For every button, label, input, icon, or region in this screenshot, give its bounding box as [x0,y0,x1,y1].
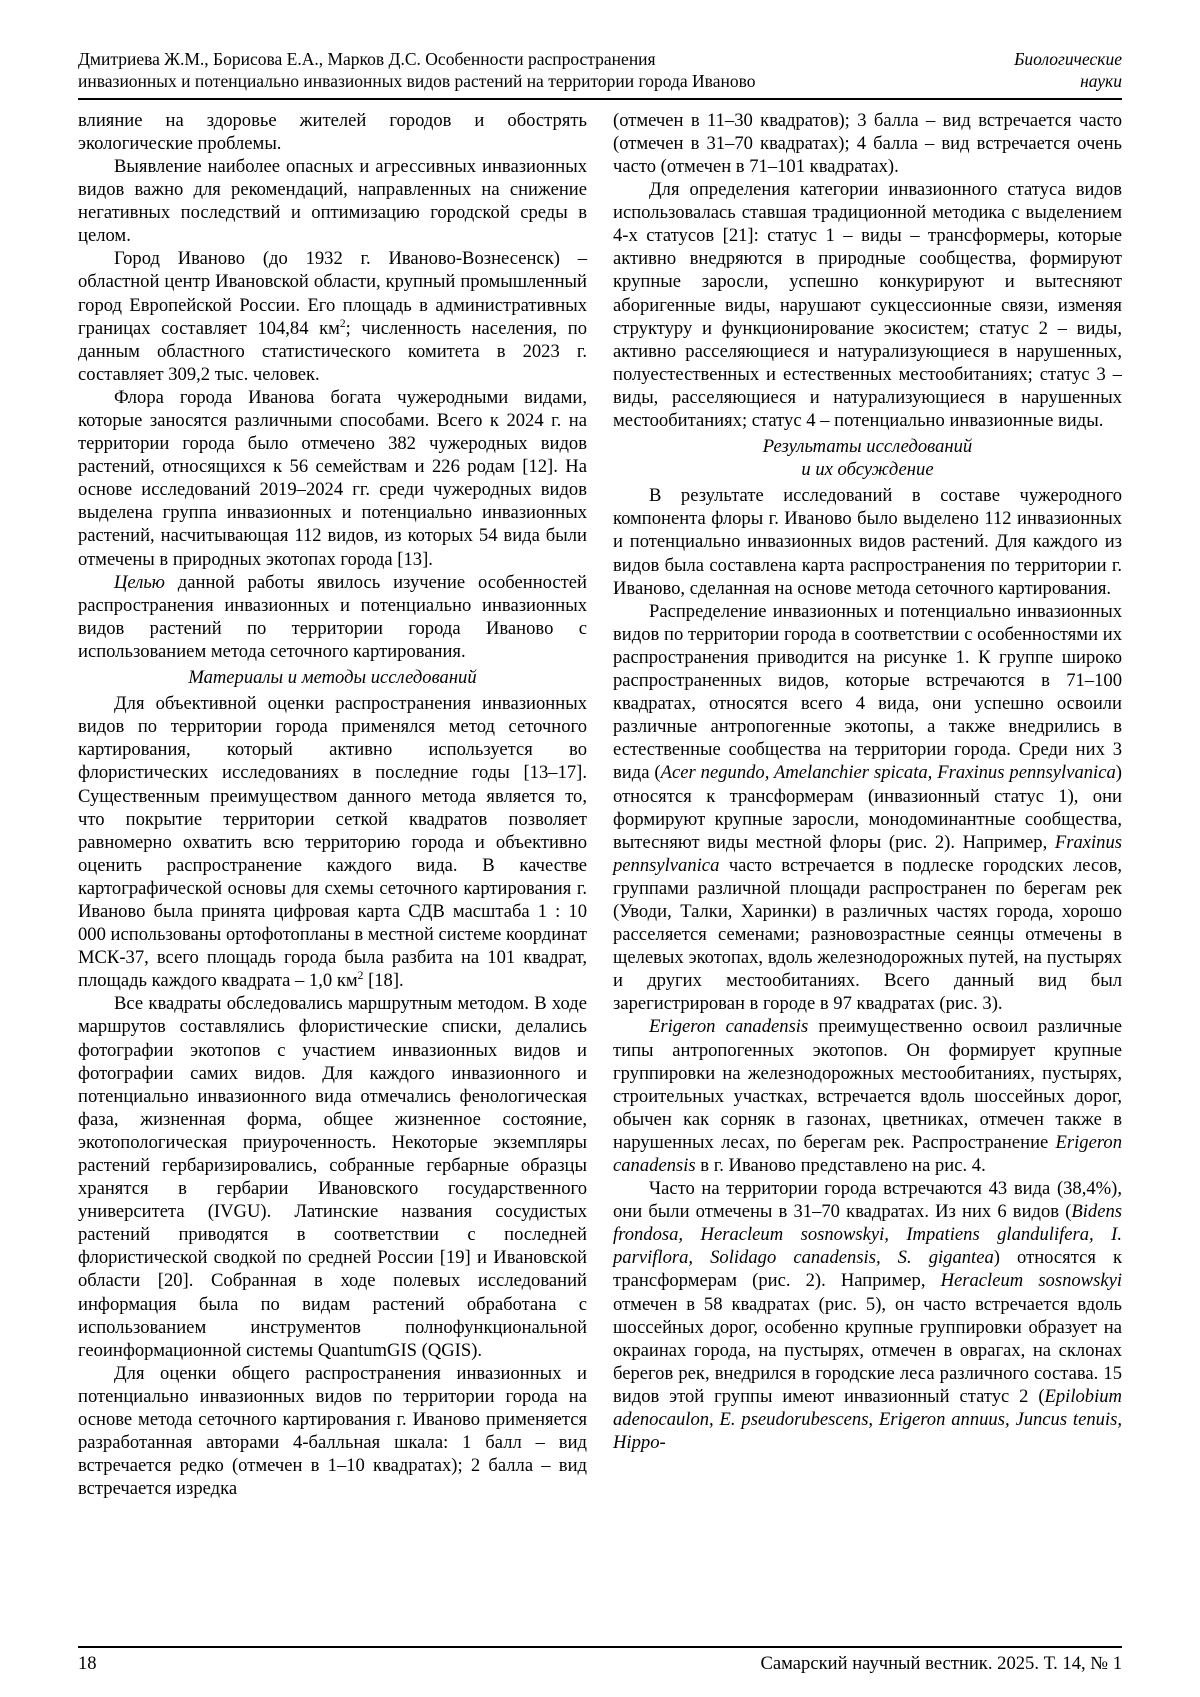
paragraph: (отмечен в 11–30 квадратов); 3 балла – вид встречается часто (отмечен в 31–70 квадратах); 4 балла – вид встречается очень часто (отмечен в 71–101 квадратах). [613,109,1122,177]
running-title-line1: Дмитриева Ж.М., Борисова Е.А., Марков Д.С. Особенности распространения [78,49,656,69]
left-column [78,109,587,1640]
paragraph: В результате исследований в составе чужеродного компонента флоры г. Иваново было выделено 112 инвазионных и потенциально инвазионных видов растений. Для каждого из видов была составлена карта распространения по территории г. Иваново, сделанная на основе метода сеточного картирования. [613,485,1122,599]
paragraph: Для оценки общего распространения инвазионных и потенциально инвазионных видов по территории города на основе метода сеточного картирования г. Иваново применяется разработанная авторами 4-балльная шкала: 1 балл – вид встречается редко (отмечен в 1–10 квадратах); 2 балла – вид встречается изредка [78,1362,587,1500]
two-column-layout [78,109,1122,1640]
page-footer [78,1646,1122,1675]
section-heading: Материалы и методы исследований [188,667,477,689]
paragraph: Распределение инвазионных и потенциально инвазионных видов по территории города в соответствии с особенностями их распространения приводится на рисунке 1. К группе широко распространенных видов, которые встречаются в 71–100 квадратах, относятся всего 4 вида, они успешно освоили различные антропогенные экотопы, а также внедрились в естественные сообщества на территории города. Среди них 3 вида (Acer negundo, Amelanchier spicata, Fraxinus pennsylvanica) относятся к трансформерам (инвазионный статус 1), они формируют крупные заросли, монодоминантные сообщества, вытесняют виды местной флоры (рис. 2). Например, Fraxinus pennsylvanica часто встречается в подлеске городских лесов, группами различной площади распространен по берегам рек (Уводи, Талки, Харинки) в различных частях города, хорошо расселяется семенами; разновозрастные сеянцы отмечены в щелевых экотопах, вдоль железнодорожных путей, на пустырях и других местообитаниях. Всего данный вид был зарегистрирован в городе в 97 квадратах (рис. 3). [613,600,1122,1015]
paragraph: Для определения категории инвазионного статуса видов использовалась ставшая традиционной методика с выделением 4-х статусов [21]: статус 1 – виды – трансформеры, которые активно внедряются в природные сообщества, формируют крупные заросли, успешно конкурируют и вытесняют аборигенные виды, нарушают сукцессионные связи, изменяя структуру и функционирование экосистем; статус 2 – виды, активно расселяющиеся и натурализующиеся в нарушенных, полуестественных и естественных местообитаниях; статус 3 – виды, расселяющиеся и натурализующиеся в нарушенных местообитаниях; статус 4 – потенциально инвазионные виды. [613,179,1122,431]
running-head [78,48,1122,100]
running-title-line2: инвазионных и потенциально инвазионных видов растений на территории города Иваново [78,71,756,92]
paragraph: влияние на здоровье жителей городов и обострять экологические проблемы. [78,109,587,154]
section-label [1014,48,1122,93]
right-column [613,109,1122,1640]
paragraph: Erigeron canadensis преимущественно освоил различные типы антропогенных экотопов. Он формирует крупные группировки на железнодорожных местообитаниях, пустырях, строительных участках, встречается вдоль шоссейных дорог, обычен как сорняк в газонах, цветниках, отмечен также в нарушенных лесах, по берегам рек. Распространение Erigeron canadensis в г. Иваново представлено на рис. 4. [613,1016,1122,1176]
footer-row [78,1648,1122,1675]
paragraph: Все квадраты обследовались маршрутным методом. В ходе маршрутов составлялись флористические списки, делались фотографии экотопов с участием инвазионных видов и фотографии самих видов. Для каждого инвазионного и потенциально инвазионного вида отмечались фенологическая фаза, жизненная форма, общее жизненное состояние, экотопологическая приуроченность. Некоторые экземпляры растений гербаризировались, собранные гербарные образцы хранятся в гербарии Ивановского государственного университета (IVGU). Латинские названия сосудистых растений приводятся в соответствии с последней флористической сводкой по средней России [19] и Ивановской области [20]. Собранная в ходе полевых исследований информация была по видам растений обработана с использованием инструментов полнофункциональной геоинформационной системы QuantumGIS (QGIS). [78,993,587,1361]
journal-citation: Самарский научный вестник. 2025. Т. 14, № 1 [760,1653,1122,1674]
paragraph: Целью данной работы явилось изучение особенностей распространения инвазионных и потенциально инвазионных видов растений по территории города Иваново с использованием метода сеточного картирования. [78,571,587,662]
section-label-line1: Биологические [1014,49,1122,69]
paragraph: Часто на территории города встречаются 43 вида (38,4%), они были отмечены в 31–70 квадратах. Из них 6 видов (Bidens frondosa, Heracleum sosnowskyi, Impatiens glandulifera, I. parviflora, Solidago canadensis, S. gigantea) относятся к трансформерам (рис. 2). Например, Heracleum sosnowskyi отмечен в 58 квадратах (рис. 5), он часто встречается вдоль шоссейных дорог, особенно крупные группировки образует на окраинах города, на пустырях, отмечен в оврагах, на склонах берегов рек, внедрился в городские леса различного состава. 15 видов этой группы имеют инвазионный статус 2 (Epilobium adenocaulon, E. pseudorubescens, Erigeron annuus, Juncus tenuis, Hippo- [613,1178,1122,1454]
paragraph: Для объективной оценки распространения инвазионных видов по территории города применялся метод сеточного картирования, который активно используется во флористических исследованиях в последние годы [13–17]. Существенным преимуществом данного метода является то, что покрытие территории сеткой квадратов позволяет равномерно охватить всю территорию города и объективно оценить распространение каждого вида. В качестве картографической основы для схемы сеточного картирования г. Иваново была принята цифровая карта СДВ масштаба 1 : 10 000 использованы ортофотопланы в местной системе координат МСК-37, всего площадь города была разбита на 101 квадрат, площадь каждого квадрата – 1,0 $км^2$ [18]. [78,693,587,992]
article-body [78,109,1122,1640]
paragraph: Флора города Иванова богата чужеродными видами, которые заносятся различными способами. Всего к 2024 г. на территории города было отмечено 382 чужеродных видов растений, относящихся к 56 семействам и 226 родам [12]. На основе исследований 2019–2024 гг. среди чужеродных видов выделена группа инвазионных и потенциально инвазионных растений, насчитывающая 112 видов, из которых 54 вида были отмечены в природных экотопах города [13]. [78,386,587,570]
page-header [78,48,1122,100]
section-heading: Результаты исследований и их обсуждение [762,436,973,481]
paragraph: Город Иваново (до 1932 г. Иваново-Вознесенск) – областной центр Ивановской области, крупный промышленный город Европейской России. Его площадь в административных границах составляет 104,84 $км^2$; численность населения, по данным областного статистического комитета в 2023 г. составляет 309,2 тыс. человек. [78,248,587,385]
page-number: 18 [78,1653,97,1674]
paragraph: Выявление наиболее опасных и агрессивных инвазионных видов важно для рекомендаций, направленных на снижение негативных последствий и оптимизацию городской среды в целом. [78,155,587,247]
section-label-line2: науки [1080,71,1122,92]
running-title [78,48,755,93]
